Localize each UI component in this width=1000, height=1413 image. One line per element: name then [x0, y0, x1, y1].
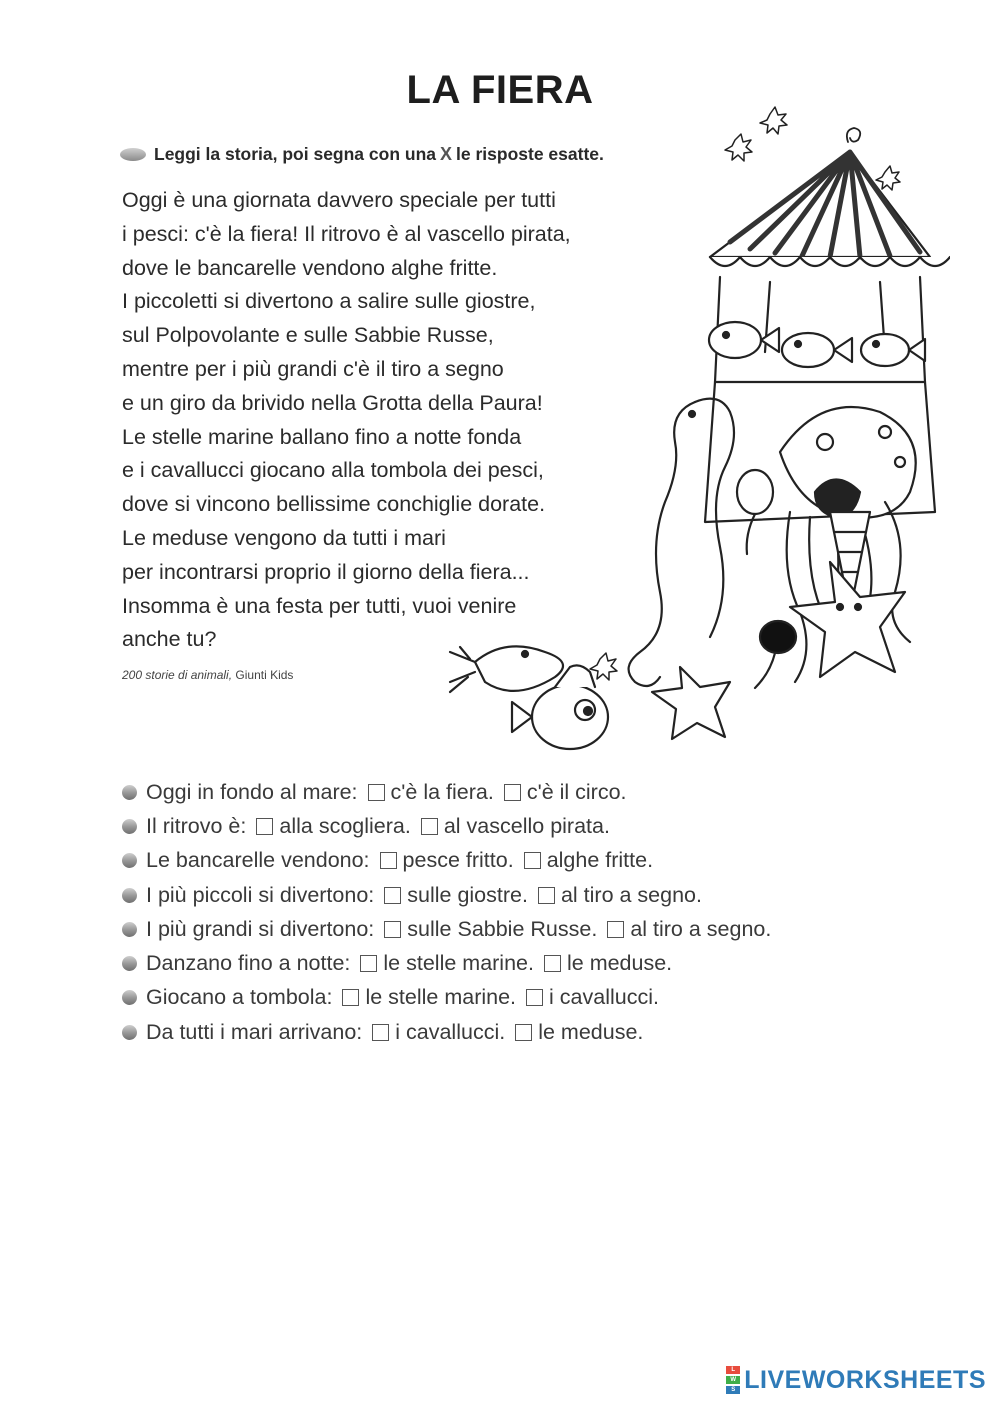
- fish-icon: [450, 646, 617, 749]
- fish-icon: [709, 322, 925, 367]
- bullet-icon: [122, 956, 137, 971]
- story-line: I piccoletti si divertono a salire sulle giostre,: [122, 289, 536, 314]
- answer-checkbox[interactable]: [368, 784, 385, 801]
- bullet-icon: [122, 853, 137, 868]
- question-prompt: I più grandi si divertono:: [146, 916, 375, 941]
- story-line: per incontrarsi proprio il giorno della fiera...: [122, 559, 530, 584]
- bullet-icon: [122, 990, 137, 1005]
- bullet-icon: [122, 819, 137, 834]
- answer-checkbox[interactable]: [544, 955, 561, 972]
- answer-checkbox[interactable]: [538, 887, 555, 904]
- answer-option: pesce fritto.: [402, 848, 514, 873]
- instruction-text-after: le risposte esatte.: [456, 144, 604, 164]
- answer-option: alla scogliera.: [279, 813, 411, 838]
- story-line: sul Polpovolante e sulle Sabbie Russe,: [122, 323, 494, 348]
- question-prompt: Danzano fino a notte:: [146, 951, 351, 976]
- story-line: mentre per i più grandi c'è il tiro a segno: [122, 356, 504, 381]
- question-prompt: Il ritrovo è:: [146, 813, 247, 838]
- source-credit: [122, 668, 293, 682]
- story-line: Le meduse vengono da tutti i mari: [122, 525, 446, 550]
- question-row: [122, 775, 771, 809]
- answer-option: le meduse.: [538, 1019, 644, 1044]
- question-prompt: Oggi in fondo al mare:: [146, 779, 358, 804]
- question-row: [122, 912, 771, 946]
- question-row: [122, 878, 771, 912]
- answer-option: i cavallucci.: [549, 985, 659, 1010]
- answer-checkbox[interactable]: [607, 921, 624, 938]
- bullet-oval-icon: [120, 148, 146, 161]
- question-prompt: I più piccoli si divertono:: [146, 882, 375, 907]
- logo-letter: W: [726, 1376, 740, 1384]
- answer-checkbox[interactable]: [421, 818, 438, 835]
- fair-illustration: [430, 92, 950, 762]
- answer-checkbox[interactable]: [384, 887, 401, 904]
- x-mark-icon: X: [440, 144, 453, 164]
- bullet-icon: [122, 1025, 137, 1040]
- story-line: dove le bancarelle vendono alghe fritte.: [122, 255, 498, 280]
- answer-option: c'è la fiera.: [390, 779, 494, 804]
- brand-name: LIVEWORKSHEETS: [744, 1365, 986, 1394]
- question-list: [122, 775, 771, 1049]
- story-line: e un giro da brivido nella Grotta della Paura!: [122, 390, 543, 415]
- question-prompt: Le bancarelle vendono:: [146, 848, 370, 873]
- bullet-icon: [122, 785, 137, 800]
- liveworksheets-logo-icon: [726, 1365, 740, 1395]
- story-line: Oggi è una giornata davvero speciale per tutti: [122, 188, 556, 212]
- answer-option: al vascello pirata.: [443, 813, 610, 838]
- question-row: [122, 946, 771, 980]
- question-row: [122, 844, 771, 878]
- story-line: i pesci: c'è la fiera! Il ritrovo è al vascello pirata,: [122, 221, 571, 246]
- source-book: 200 storie di animali,: [122, 668, 233, 682]
- instruction-text-before: Leggi la storia, poi segna con una: [154, 144, 436, 164]
- answer-checkbox[interactable]: [372, 1024, 389, 1041]
- answer-checkbox[interactable]: [342, 989, 359, 1006]
- answer-option: alghe fritte.: [546, 848, 654, 873]
- answer-checkbox[interactable]: [504, 784, 521, 801]
- answer-option: c'è il circo.: [526, 779, 627, 804]
- answer-checkbox[interactable]: [384, 921, 401, 938]
- question-row: [122, 981, 771, 1015]
- story-line: e i cavallucci giocano alla tombola dei pesci,: [122, 458, 544, 483]
- story-line: Insomma è una festa per tutti, vuoi venire: [122, 593, 517, 618]
- answer-option: le stelle marine.: [365, 985, 517, 1010]
- source-publisher: Giunti Kids: [235, 668, 294, 682]
- answer-option: sulle Sabbie Russe.: [407, 916, 598, 941]
- logo-letter: S: [726, 1386, 740, 1394]
- answer-option: i cavallucci.: [395, 1019, 506, 1044]
- answer-option: al tiro a segno.: [560, 882, 702, 907]
- answer-option: le stelle marine.: [383, 951, 534, 976]
- question-prompt: Da tutti i mari arrivano:: [146, 1019, 363, 1044]
- story-line: dove si vincono bellissime conchiglie dorate.: [122, 492, 546, 517]
- answer-checkbox[interactable]: [380, 852, 397, 869]
- answer-checkbox[interactable]: [515, 1024, 532, 1041]
- question-prompt: Giocano a tombola:: [146, 985, 333, 1010]
- answer-option: sulle giostre.: [407, 882, 528, 907]
- page-title: LA FIERA: [406, 68, 594, 112]
- question-row: [122, 809, 771, 843]
- answer-checkbox[interactable]: [360, 955, 377, 972]
- question-row: [122, 1015, 771, 1049]
- bullet-icon: [122, 888, 137, 903]
- answer-option: le meduse.: [566, 951, 673, 976]
- answer-checkbox[interactable]: [526, 989, 543, 1006]
- answer-checkbox[interactable]: [256, 818, 273, 835]
- answer-checkbox[interactable]: [524, 852, 541, 869]
- story-line: anche tu?: [122, 627, 217, 652]
- brand-footer: [726, 1365, 986, 1395]
- logo-letter: L: [726, 1366, 740, 1374]
- answer-option: al tiro a segno.: [630, 916, 772, 941]
- story-line: Le stelle marine ballano fino a notte fonda: [122, 424, 522, 449]
- bullet-icon: [122, 922, 137, 937]
